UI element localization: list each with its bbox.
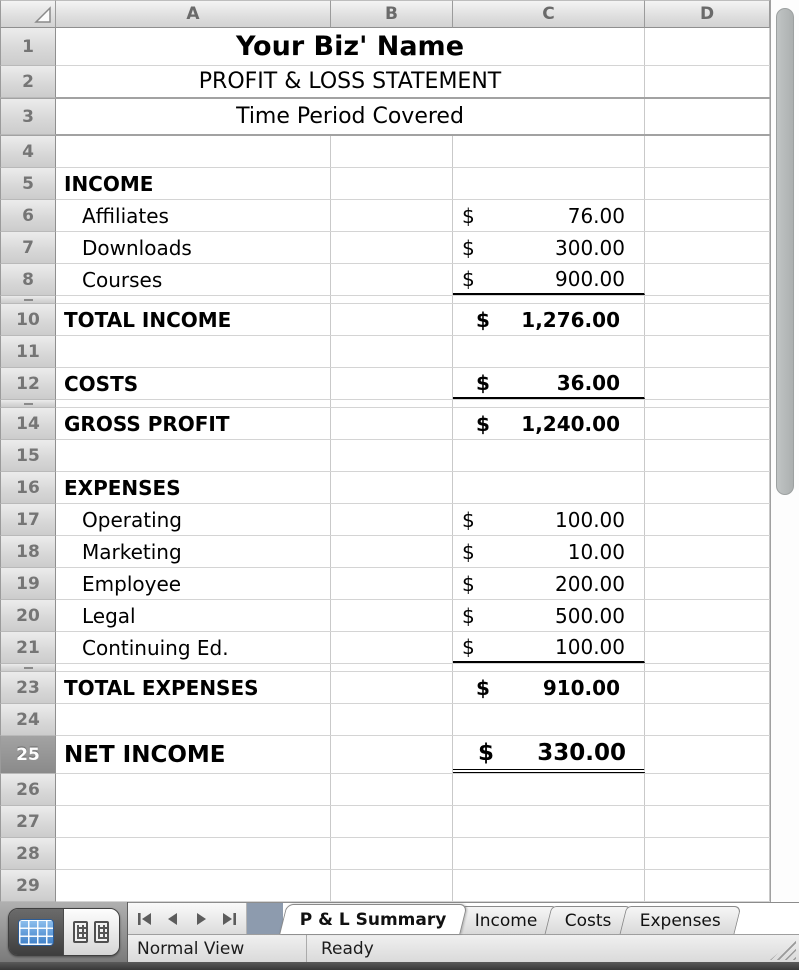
row-header-13[interactable] (0, 400, 56, 408)
column-header-b[interactable]: B (331, 0, 453, 28)
row-header-21[interactable]: 21 (0, 632, 56, 664)
cell-value: 76.00 (567, 203, 625, 228)
table-row (0, 408, 770, 440)
cell-c[interactable] (453, 536, 645, 567)
cell-a[interactable]: Marketing (56, 536, 331, 567)
cell-d[interactable] (645, 28, 770, 65)
table-row (0, 600, 770, 632)
view-switcher-panel (0, 902, 128, 962)
cell-a[interactable] (56, 838, 331, 869)
row-header-6[interactable]: 6 (0, 200, 56, 232)
tab-pl-summary[interactable] (279, 904, 467, 934)
cell-c[interactable] (453, 774, 645, 805)
cell-a[interactable] (56, 704, 331, 735)
cell-a[interactable]: NET INCOME (56, 736, 331, 773)
cell-b[interactable] (331, 736, 453, 773)
cell-a[interactable]: TOTAL EXPENSES (56, 672, 331, 703)
row-header-25[interactable]: 25 (0, 736, 56, 774)
cell-d[interactable] (645, 504, 770, 535)
window-bottom-edge (0, 962, 799, 970)
cell-d[interactable] (645, 632, 770, 663)
row-header-28[interactable]: 28 (0, 838, 56, 870)
currency-symbol: $ (478, 739, 495, 766)
table-row (0, 504, 770, 536)
cell-d[interactable] (645, 296, 770, 303)
cell-b[interactable] (331, 600, 453, 631)
cell-a[interactable] (56, 136, 331, 167)
cell-d[interactable] (645, 600, 770, 631)
cell-value: 100.00 (555, 634, 625, 659)
cell-d[interactable] (645, 838, 770, 869)
cell-c[interactable] (453, 136, 645, 167)
column-header-row (0, 0, 770, 28)
cell-a[interactable]: Continuing Ed. (56, 632, 331, 663)
cell-b[interactable] (331, 806, 453, 837)
cell-c[interactable] (453, 264, 645, 295)
row-header-7[interactable]: 7 (0, 232, 56, 264)
row-header-15[interactable]: 15 (0, 440, 56, 472)
first-sheet-icon[interactable] (134, 909, 156, 929)
currency-symbol: $ (462, 539, 475, 564)
cell-a[interactable] (56, 774, 331, 805)
table-row (0, 28, 770, 66)
cell-d[interactable] (645, 806, 770, 837)
table-row (0, 336, 770, 368)
table-row (0, 440, 770, 472)
normal-view-grid-icon (18, 919, 54, 946)
bottom-bar (0, 902, 799, 962)
cell-c[interactable] (453, 472, 645, 503)
cell-value: 36.00 (556, 370, 620, 395)
row-header-14[interactable]: 14 (0, 408, 56, 440)
table-row (0, 632, 770, 664)
row-header-2[interactable]: 2 (0, 66, 56, 98)
cell-b[interactable] (331, 408, 453, 439)
cell-b[interactable] (331, 704, 453, 735)
next-sheet-icon[interactable] (190, 909, 212, 929)
table-row (0, 232, 770, 264)
currency-symbol: $ (476, 370, 490, 395)
cell-c[interactable] (453, 400, 645, 407)
cell-a[interactable]: Courses (56, 264, 331, 295)
table-row (0, 368, 770, 400)
table-row (0, 736, 770, 774)
row-header-18[interactable]: 18 (0, 536, 56, 568)
cell-d[interactable] (645, 168, 770, 199)
table-row (0, 304, 770, 336)
cell-c[interactable] (453, 304, 645, 335)
tab-income[interactable] (454, 906, 558, 934)
cell-c[interactable] (453, 296, 645, 303)
cell-c[interactable] (453, 806, 645, 837)
row-header-22[interactable] (0, 664, 56, 672)
previous-sheet-icon[interactable] (162, 909, 184, 929)
cell-value: 900.00 (555, 266, 625, 291)
cell-d[interactable] (645, 408, 770, 439)
cell-value: 330.00 (537, 739, 626, 766)
table-row (0, 838, 770, 870)
last-sheet-icon[interactable] (218, 909, 240, 929)
row-header-9[interactable] (0, 296, 56, 304)
row-header-3[interactable]: 3 (0, 99, 56, 135)
page-layout-pages-icon (73, 921, 88, 943)
cell-c[interactable] (453, 336, 645, 367)
table-row (0, 870, 770, 902)
cell-d[interactable] (645, 232, 770, 263)
row-header-8[interactable]: 8 (0, 264, 56, 296)
cell-c[interactable] (453, 200, 645, 231)
cell-b[interactable] (331, 200, 453, 231)
table-row (0, 704, 770, 736)
ready-status-label: Ready (321, 938, 374, 959)
row-header-16[interactable]: 16 (0, 472, 56, 504)
cell-d[interactable] (645, 870, 770, 901)
column-header-c[interactable]: C (453, 0, 645, 28)
cell-value: 500.00 (555, 603, 625, 628)
cell-d[interactable] (645, 568, 770, 599)
cell-b[interactable] (331, 264, 453, 295)
tab-label: Expenses (639, 910, 721, 931)
table-row (0, 568, 770, 600)
table-row (0, 774, 770, 806)
cell-a[interactable]: TOTAL INCOME (56, 304, 331, 335)
view-switcher (8, 908, 120, 956)
tab-costs[interactable] (545, 906, 633, 934)
cell-value: 200.00 (555, 571, 625, 596)
cell-b[interactable] (331, 168, 453, 199)
cell-d[interactable] (645, 704, 770, 735)
cell-a[interactable]: Legal (56, 600, 331, 631)
cell-d[interactable] (645, 736, 770, 773)
cell-b[interactable] (331, 336, 453, 367)
cell-a[interactable] (56, 806, 331, 837)
currency-symbol: $ (462, 203, 475, 228)
cell-d[interactable] (645, 264, 770, 295)
currency-symbol: $ (462, 235, 475, 260)
cell-a[interactable]: Operating (56, 504, 331, 535)
view-mode-label: Normal View (128, 935, 307, 962)
cell-c[interactable] (453, 672, 645, 703)
cell-b[interactable] (331, 304, 453, 335)
currency-symbol: $ (476, 307, 490, 332)
currency-symbol: $ (462, 634, 475, 659)
row-header-26[interactable]: 26 (0, 774, 56, 806)
cell-value: 1,240.00 (521, 411, 620, 436)
table-row (0, 296, 770, 304)
cell-a[interactable]: GROSS PROFIT (56, 408, 331, 439)
select-all-corner[interactable] (0, 0, 56, 28)
cell-d[interactable] (645, 672, 770, 703)
table-row (0, 168, 770, 200)
sheet-tabs (283, 903, 732, 934)
cell-b[interactable] (331, 504, 453, 535)
currency-symbol: $ (462, 507, 475, 532)
row-header-1[interactable]: 1 (0, 28, 56, 66)
cell-d[interactable] (645, 99, 770, 134)
tab-scroll-gap (247, 903, 283, 934)
table-row (0, 99, 770, 136)
cell-merged-a-c[interactable]: Your Biz' Name (56, 28, 645, 65)
cell-value: 910.00 (542, 675, 620, 700)
cell-b[interactable] (331, 632, 453, 663)
row-header-20[interactable]: 20 (0, 600, 56, 632)
cell-c[interactable] (453, 664, 645, 671)
currency-symbol: $ (462, 266, 475, 291)
vertical-scrollbar[interactable] (770, 0, 799, 902)
cell-d[interactable] (645, 136, 770, 167)
cell-b[interactable] (331, 838, 453, 869)
table-row (0, 672, 770, 704)
select-all-triangle-icon (33, 5, 53, 25)
sheet-tab-bar (128, 902, 799, 934)
cell-c[interactable] (453, 408, 645, 439)
tab-expenses[interactable] (619, 906, 741, 934)
row-header-19[interactable]: 19 (0, 568, 56, 600)
cell-c[interactable] (453, 232, 645, 263)
table-row (0, 472, 770, 504)
cell-d[interactable] (645, 472, 770, 503)
cell-b[interactable] (331, 870, 453, 901)
row-header-27[interactable]: 27 (0, 806, 56, 838)
vertical-scrollbar-thumb[interactable] (776, 8, 794, 495)
tab-label: P & L Summary (299, 909, 447, 930)
cell-c[interactable] (453, 838, 645, 869)
cell-value: 10.00 (567, 539, 625, 564)
cell-c[interactable] (453, 568, 645, 599)
cell-merged-a-c[interactable]: PROFIT & LOSS STATEMENT (56, 66, 645, 97)
cell-b[interactable] (331, 136, 453, 167)
currency-symbol: $ (476, 411, 490, 436)
cell-b[interactable] (331, 368, 453, 399)
grid-rows (0, 28, 770, 902)
table-row (0, 806, 770, 838)
page-layout-view-button[interactable] (63, 909, 118, 955)
cell-c[interactable] (453, 736, 645, 773)
cell-c[interactable] (453, 632, 645, 663)
cell-a[interactable] (56, 664, 331, 671)
cell-d[interactable] (645, 200, 770, 231)
status-bar (128, 934, 799, 962)
cell-b[interactable] (331, 440, 453, 471)
cell-d[interactable] (645, 368, 770, 399)
resize-grip-icon[interactable] (770, 938, 796, 960)
cell-a[interactable]: Affiliates (56, 200, 331, 231)
table-row (0, 400, 770, 408)
cell-d[interactable] (645, 440, 770, 471)
cell-c[interactable] (453, 600, 645, 631)
cell-d[interactable] (645, 66, 770, 97)
cell-b[interactable] (331, 774, 453, 805)
row-header-24[interactable]: 24 (0, 704, 56, 736)
tab-and-status-area (128, 902, 799, 962)
cell-value: 100.00 (555, 507, 625, 532)
currency-symbol: $ (462, 603, 475, 628)
row-header-23[interactable]: 23 (0, 672, 56, 704)
table-row (0, 664, 770, 672)
column-header-a[interactable]: A (56, 0, 331, 28)
hidden-row-indicator (24, 299, 33, 301)
cell-a[interactable] (56, 870, 331, 901)
currency-symbol: $ (462, 571, 475, 596)
cell-c[interactable] (453, 870, 645, 901)
hidden-row-indicator (24, 667, 33, 669)
cell-value: 300.00 (555, 235, 625, 260)
cell-c[interactable] (453, 504, 645, 535)
cell-a[interactable]: COSTS (56, 368, 331, 399)
table-row (0, 66, 770, 99)
cell-d[interactable] (645, 536, 770, 567)
cell-a[interactable] (56, 296, 331, 303)
cell-b[interactable] (331, 400, 453, 407)
table-row (0, 136, 770, 168)
cell-c[interactable] (453, 704, 645, 735)
table-row (0, 264, 770, 296)
cell-d[interactable] (645, 774, 770, 805)
column-header-d[interactable]: D (645, 0, 770, 28)
cell-b[interactable] (331, 568, 453, 599)
sheet-nav-buttons (128, 903, 247, 934)
cell-b[interactable] (331, 536, 453, 567)
cell-b[interactable] (331, 472, 453, 503)
cell-a[interactable]: Downloads (56, 232, 331, 263)
table-row (0, 200, 770, 232)
row-header-29[interactable]: 29 (0, 870, 56, 902)
cell-c[interactable] (453, 168, 645, 199)
row-header-11[interactable]: 11 (0, 336, 56, 368)
tab-label: Income (474, 910, 538, 931)
cell-value: 1,276.00 (521, 307, 620, 332)
cell-b[interactable] (331, 672, 453, 703)
cell-c[interactable] (453, 440, 645, 471)
cell-d[interactable] (645, 336, 770, 367)
cell-a[interactable]: INCOME (56, 168, 331, 199)
tab-label: Costs (565, 910, 612, 931)
cell-merged-a-c[interactable]: Time Period Covered (56, 99, 645, 134)
cell-b[interactable] (331, 232, 453, 263)
page-layout-pages-icon (94, 921, 109, 943)
table-row (0, 536, 770, 568)
normal-view-button[interactable] (9, 909, 64, 955)
cell-a[interactable]: Employee (56, 568, 331, 599)
cell-b[interactable] (331, 664, 453, 671)
cell-b[interactable] (331, 296, 453, 303)
row-header-5[interactable]: 5 (0, 168, 56, 200)
hidden-row-indicator (24, 403, 33, 405)
cell-a[interactable] (56, 400, 331, 407)
cell-a[interactable] (56, 440, 331, 471)
cell-d[interactable] (645, 400, 770, 407)
cell-d[interactable] (645, 304, 770, 335)
row-header-17[interactable]: 17 (0, 504, 56, 536)
row-header-12[interactable]: 12 (0, 368, 56, 400)
row-header-4[interactable]: 4 (0, 136, 56, 168)
currency-symbol: $ (476, 675, 490, 700)
row-header-10[interactable]: 10 (0, 304, 56, 336)
cell-d[interactable] (645, 664, 770, 671)
cell-a[interactable] (56, 336, 331, 367)
cell-c[interactable] (453, 368, 645, 399)
cell-a[interactable]: EXPENSES (56, 472, 331, 503)
